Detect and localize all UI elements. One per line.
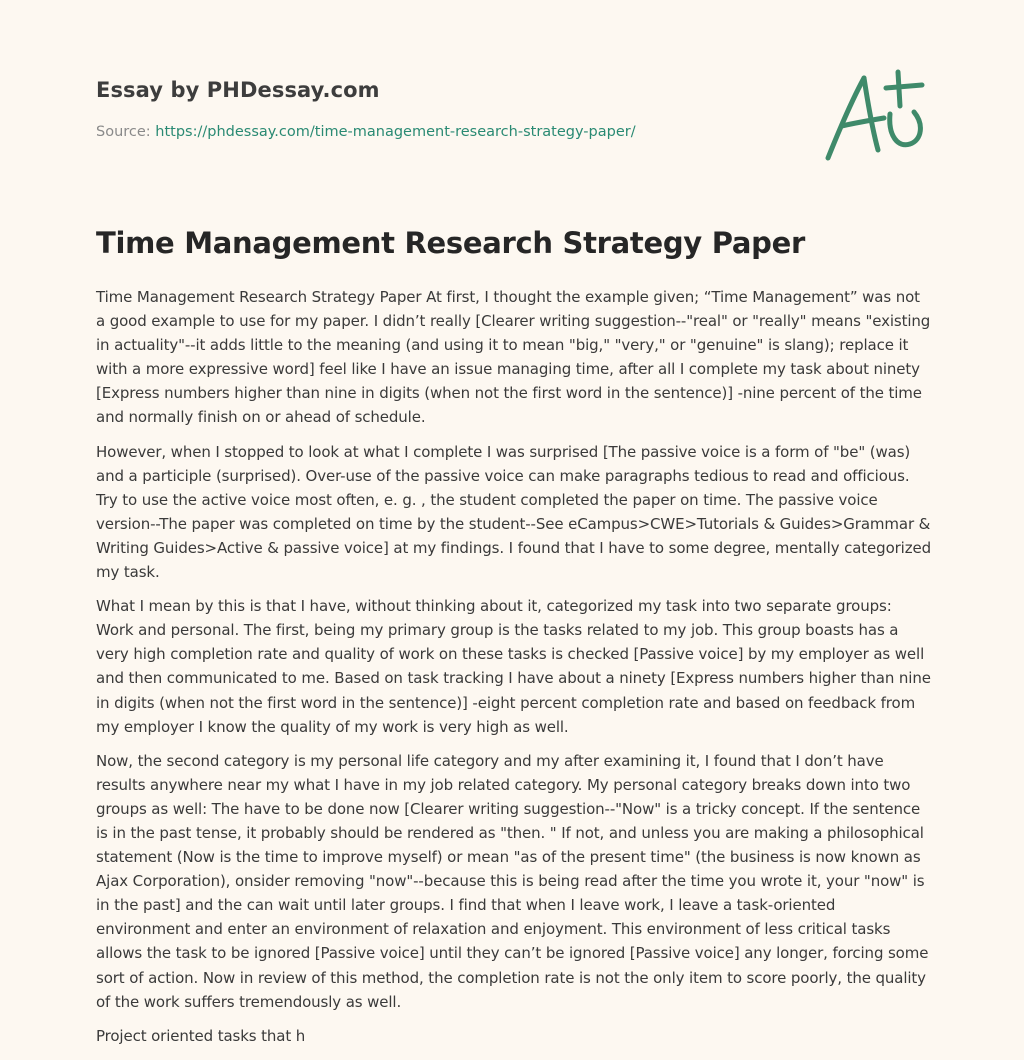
essay-paragraph: However, when I stopped to look at what I complete I was surprised [The passive voice is a form of "be" (was) and a participle (surprised). Over-use of the passive voice can make paragraphs tedious to read and officious. Try to use the active voice most often, e. g. , the student completed the paper on time. The passive voice version--The paper was completed on time by the student--See eCampus>CWE>Tutorials & Guides>Grammar & Writing Guides>Active & passive voice] at my findings. I found that I have to some degree, mentally categorized my task.: [96, 442, 931, 582]
source-label: Source:: [96, 124, 151, 140]
essay-body: [96, 285, 932, 1058]
site-brand: Essay by PHDessay.com: [96, 78, 380, 102]
source-link[interactable]: https://phdessay.com/time-management-research-strategy-paper/: [155, 124, 636, 140]
essay-paragraph: Now, the second category is my personal life category and my after examining it, I found that I don’t have results anywhere near my what I have in my job related category. My personal category breaks down into two groups as well: The have to be done now [Clearer writing suggestion--"Now" is a tricky concept. If the sentence is in the past tense, it probably should be rendered as "then. " If not, and unless you are making a philosophical statement (Now is the time to improve myself) or mean "as of the present time" (the business is now known as Ajax Corporation), onsider removing "now"--because this is being read after the time you wrote it, your "now" is in the past] and the can wait until later groups. I find that when I leave work, I leave a task-oriented environment and enter an environment of relaxation and enjoyment. This environment of less critical tasks allows the task to be ignored [Passive voice] until they can’t be ignored [Passive voice] any longer, forcing some sort of action. Now in review of this method, the completion rate is not the only item to score poorly, the quality of the work suffers tremendously as well.: [96, 751, 929, 1011]
essay-paragraph: Project oriented tasks that h: [96, 1026, 306, 1045]
essay-paragraph: Time Management Research Strategy Paper At first, I thought the example given; “Time Management” was not a good example to use for my paper. I didn’t really [Clearer writing suggestion--"real" or "really" means "existing in actuality"--it adds little to the meaning (and using it to mean "big," "very," or "genuine" is slang); replace it with a more expressive word] feel like I have an issue managing time, after all I complete my task about ninety [Express numbers higher than nine in digits (when not the first word in the sentence)] -nine percent of the time and normally finish on or ahead of schedule.: [96, 288, 931, 427]
essay-title: Time Management Research Strategy Paper: [96, 226, 805, 260]
source-line: [96, 124, 636, 140]
essay-paragraph: What I mean by this is that I have, without thinking about it, categorized my task into two separate groups: Work and personal. The first, being my primary group is the tasks related to my job. This group boasts has a very high completion rate and quality of work on these tasks is checked [Passive voice] by my employer as well and then communicated to me. Based on task tracking I have about a ninety [Express numbers higher than nine in digits (when not the first word in the sentence)] -eight percent completion rate and based on feedback from my employer I know the quality of my work is very high as well.: [96, 597, 931, 736]
a-plus-logo-icon: [818, 66, 930, 166]
